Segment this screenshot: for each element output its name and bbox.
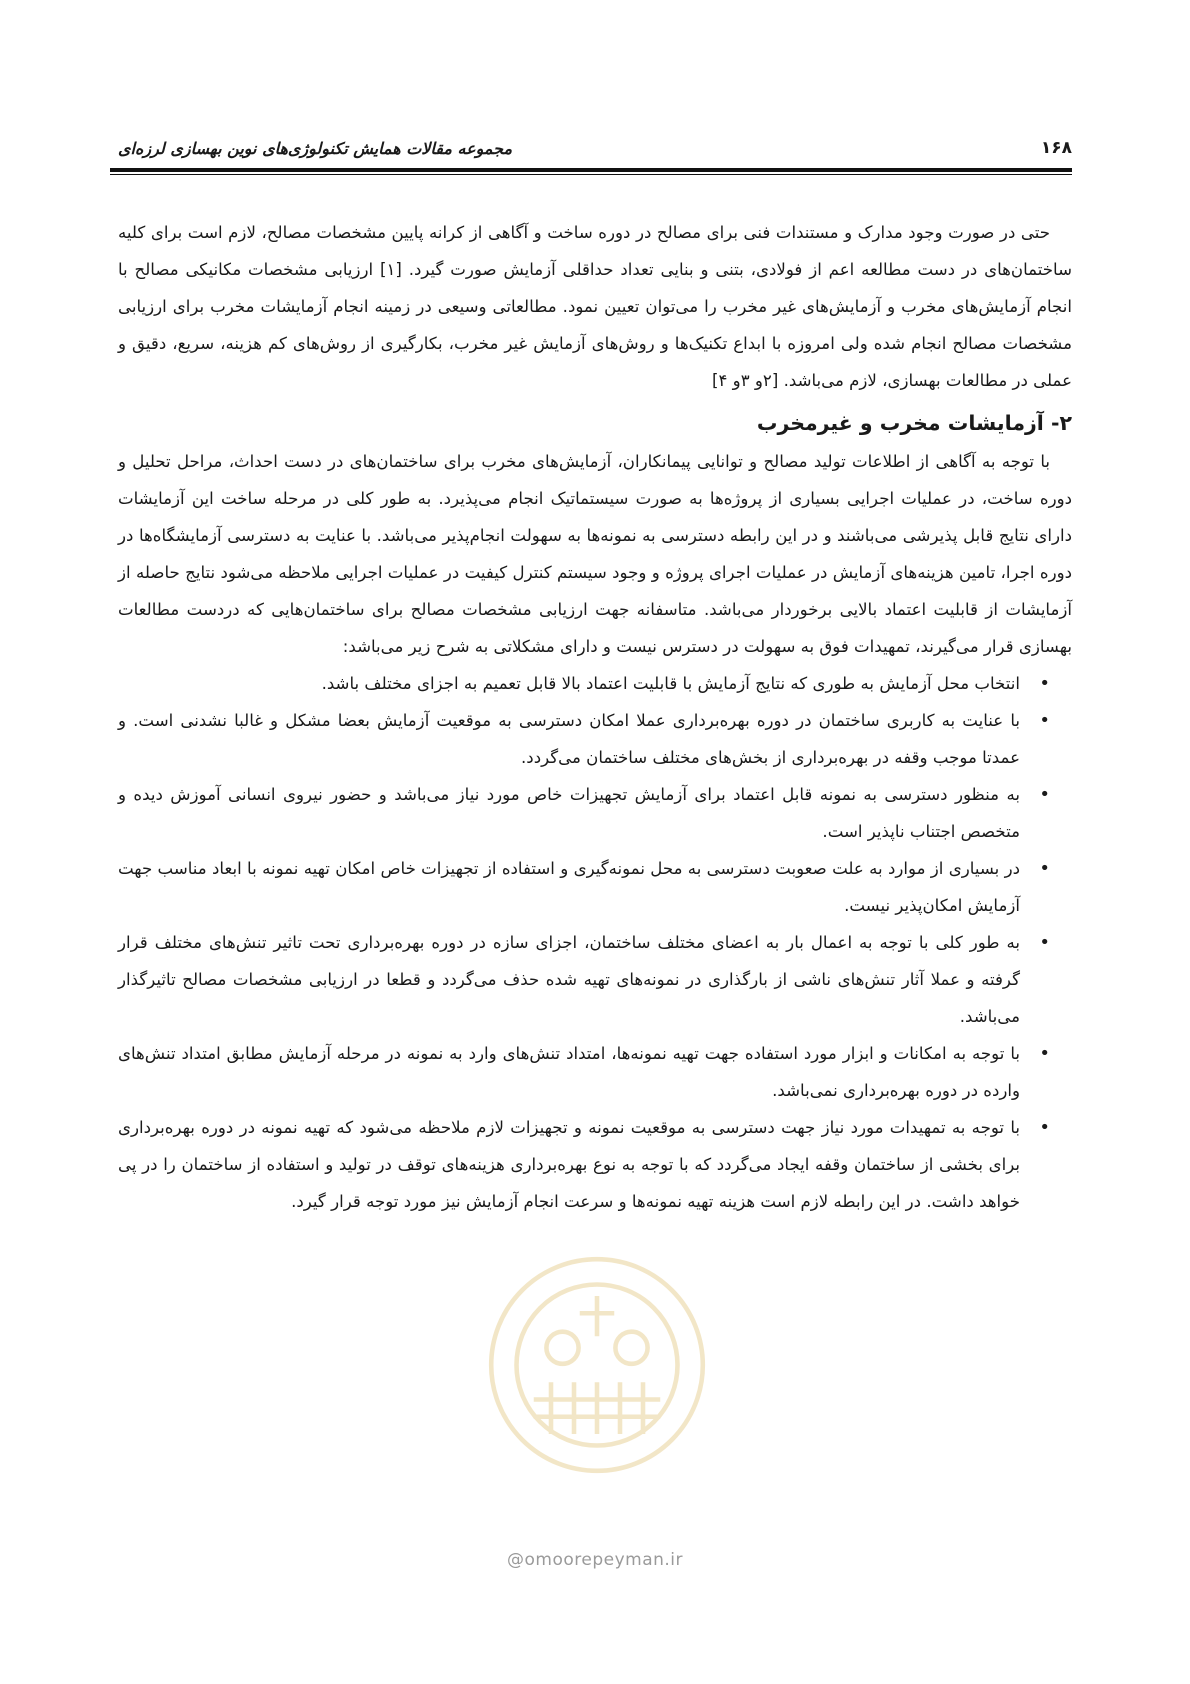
page-content [118,214,1072,1220]
list-item [118,850,1072,924]
list-item [118,702,1072,776]
list-item-text: در بسیاری از موارد به علت صعوبت دسترسی به محل نمونه‌گیری و استفاده از تجهیزات خاص امکان تهیه نمونه با ابعاد مناسب جهت آزمایش امکان‌پذیر نیست. [118,859,1020,915]
section-heading: ۲- آزمایشات مخرب و غیرمخرب [756,411,1072,435]
list-item [118,665,1072,702]
list-item [118,1035,1072,1109]
intro-paragraph: حتی در صورت وجود مدارک و مستندات فنی برای مصالح در دوره ساخت و آگاهی از کرانه پایین مشخصات مصالح، لازم است برای کلیه ساختمان‌های در دست مطالعه اعم از فولادی، بتنی و بنایی تعداد حداقلی آزمایش صورت گیرد. [۱] ارزیابی مشخصات مکانیکی مصالح با انجام آزمایش‌های مخرب و آزمایش‌های غیر مخرب را می‌توان تعیین نمود. مطالعاتی وسیعی در زمینه انجام آزمایشات مخرب برای ارزیابی مشخصات مصالح انجام شده ولی امروزه با ابداع تکنیک‌ها و روش‌های آزمایش غیر مخرب، بکارگیری از روش‌های کم هزینه، سریع، دقیق و عملی در مطالعات بهسازی، لازم می‌باشد. [۲و ۳و ۴] [118,223,1072,390]
watermark-site: @omoorepeyman.ir [506,1550,684,1570]
list-item [118,1109,1072,1220]
journal-title: مجموعه مقالات همایش تکنولوژی‌های نوین بهسازی لرزه‌ای [118,138,513,158]
list-item-text: به منظور دسترسی به نمونه قابل اعتماد برای آزمایش تجهیزات خاص مورد نیاز می‌باشد و حضور نیروی انسانی آموزش دیده و متخصص اجتناب ناپذیر است. [118,785,1020,841]
page-number: ۱۶۸ [1040,138,1072,158]
list-item-text: به طور کلی با توجه به اعمال بار به اعضای مختلف ساختمان، اجزای سازه در دوره بهره‌برداری تحت تاثیر تنش‌های مختلف قرار گرفته و عملا آثار تنش‌های ناشی از بارگذاری در نمونه‌های تهیه شده حذف می‌گردد و قطعا در ارزیابی مشخصات مصالح تاثیرگذار می‌باشد. [118,933,1020,1026]
page-header [118,128,1072,168]
list-item-text: با توجه به تمهیدات مورد نیاز جهت دسترسی به موقعیت نمونه و تجهیزات لازم ملاحظه می‌شود که تهیه نمونه در دوره بهره‌برداری برای بخشی از ساختمان وقفه ایجاد می‌گردد که با توجه به نوع بهره‌برداری هزینه‌های توقف در تولید و استفاده از ساختمان را در پی خواهد داشت. در این رابطه لازم است هزینه تهیه نمونه‌ها و سرعت انجام آزمایش نیز مورد توجه قرار گیرد. [118,1118,1020,1211]
watermark-seal-icon [482,1250,712,1480]
list-item-text: با عنایت به کاربری ساختمان در دوره بهره‌برداری عملا امکان دسترسی به موقعیت آزمایش بعضا مشکل و غالبا نشدنی است. و عمدتا موجب وقفه در بهره‌برداری از بخش‌های مختلف ساختمان می‌گردد. [118,711,1020,767]
list-item-text: انتخاب محل آزمایش به طوری که نتایج آزمایش با قابلیت اعتماد بالا قابل تعمیم به اجزای مختلف باشد. [321,674,1020,693]
list-item [118,924,1072,1035]
section-paragraph: با توجه به آگاهی از اطلاعات تولید مصالح و توانایی پیمانکاران، آزمایش‌های مخرب برای ساختمان‌های در دست احداث، مراحل تحلیل و دوره ساخت، در عملیات اجرایی بسیاری از پروژه‌ها به صورت سیستماتیک انجام می‌پذیرد. به طور کلی در مرحله ساخت این آزمایشات دارای نتایج قابل پذیرشی می‌باشند و در این رابطه دسترسی به نمونه‌ها به سهولت انجام‌پذیر می‌باشد. با عنایت به دسترسی آزمایشگاه‌ها در دوره اجرا، تامین هزینه‌های آزمایش در عملیات اجرای پروژه و وجود سیستم کنترل کیفیت در عملیات اجرایی ملاحظه می‌شود نتایج حاصله از آزمایشات از قابلیت اعتماد بالایی برخوردار می‌باشد. متاسفانه جهت ارزیابی مشخصات مصالح برای ساختمان‌هایی که دردست مطالعات بهسازی قرار می‌گیرند، تمهیدات فوق به سهولت در دسترس نیست و دارای مشکلاتی به شرح زیر می‌باشد: [118,452,1072,656]
header-rule [110,168,1072,172]
bullet-list [118,665,1072,1220]
list-item-text: با توجه به امکانات و ابزار مورد استفاده جهت تهیه نمونه‌ها، امتداد تنش‌های وارد به نمونه در مرحله آزمایش مطابق امتداد تنش‌های وارده در دوره بهره‌برداری نمی‌باشد. [118,1044,1020,1100]
list-item [118,776,1072,850]
header-rule-thin [110,174,1072,175]
